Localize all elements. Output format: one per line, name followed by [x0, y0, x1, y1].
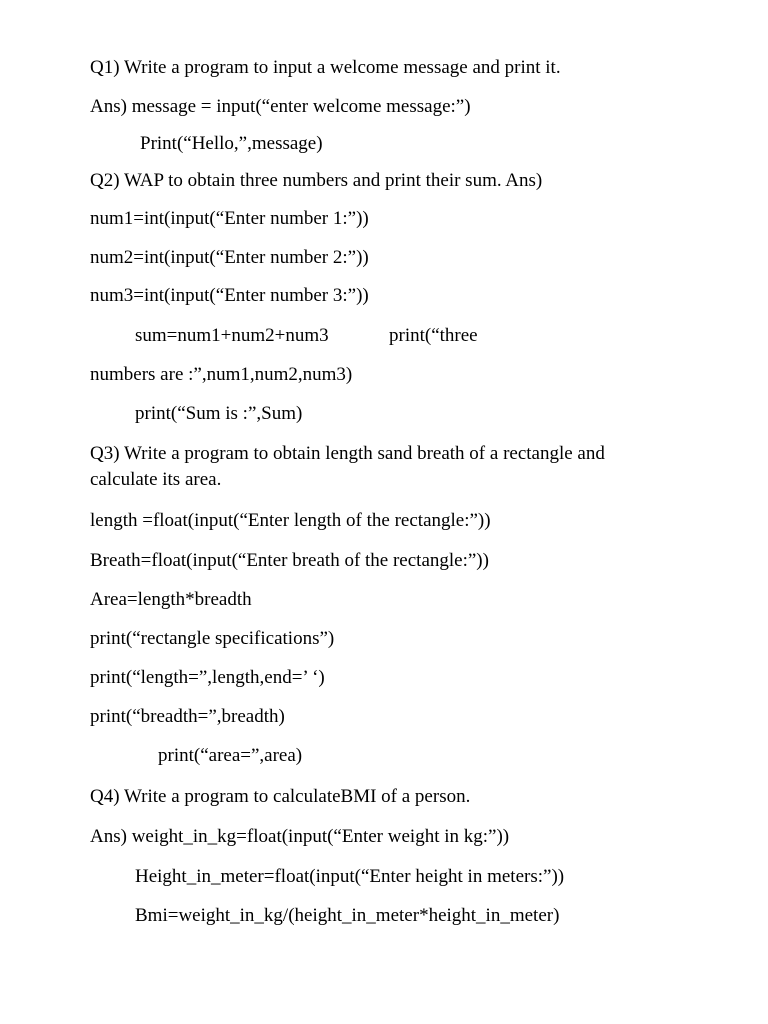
q2-code-line-4a: sum=num1+num2+num3	[135, 325, 329, 346]
q2-code-line-2: num2=int(input(“Enter number 2:”))	[90, 247, 369, 268]
q2-question: Q2) WAP to obtain three numbers and print their sum. Ans)	[90, 170, 543, 191]
q2-code-line-5: numbers are :”,num1,num2,num3)	[90, 364, 353, 385]
q2-code-line-6: print(“Sum is :”,Sum)	[135, 403, 303, 424]
q1-answer-line-2: Print(“Hello,”,message)	[140, 133, 323, 154]
q3-code-line-6: print(“breadth=”,breadth)	[90, 706, 285, 727]
q3-code-line-4: print(“rectangle specifications”)	[90, 628, 335, 649]
q3-question: Q3) Write a program to obtain length sand breath of a rectangle and calculate its area.	[90, 443, 605, 490]
q3-code-line-7: print(“area=”,area)	[158, 745, 303, 766]
q1-question: Q1) Write a program to input a welcome message and print it.	[90, 57, 561, 78]
q2-code-line-3: num3=int(input(“Enter number 3:”))	[90, 285, 369, 306]
q1-answer-line-1: Ans) message = input(“enter welcome message:”)	[90, 96, 471, 117]
q2-code-line-4b: print(“three	[389, 325, 478, 346]
q3-code-line-1: length =float(input(“Enter length of the rectangle:”))	[90, 510, 491, 531]
q4-answer-line-2: Height_in_meter=float(input(“Enter height in meters:”))	[135, 866, 565, 887]
q3-code-line-3: Area=length*breadth	[90, 589, 252, 610]
q3-code-line-2: Breath=float(input(“Enter breath of the rectangle:”))	[90, 550, 489, 571]
q4-answer-line-1: Ans) weight_in_kg=float(input(“Enter weight in kg:”))	[90, 826, 510, 847]
q2-code-line-1: num1=int(input(“Enter number 1:”))	[90, 208, 369, 229]
q4-question: Q4) Write a program to calculateBMI of a person.	[90, 786, 471, 807]
q4-answer-line-3: Bmi=weight_in_kg/(height_in_meter*height_in_meter)	[135, 905, 560, 926]
q3-code-line-5: print(“length=”,length,end=’ ‘)	[90, 667, 325, 688]
